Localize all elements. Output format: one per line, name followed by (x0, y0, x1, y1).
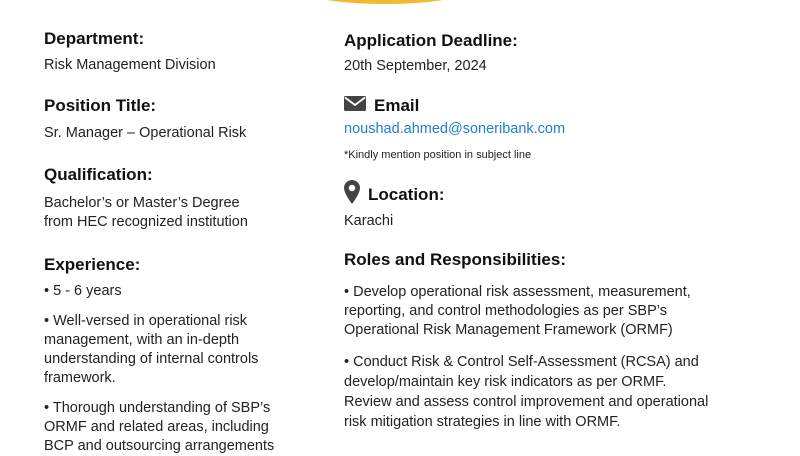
deadline-heading: Application Deadline: (344, 31, 518, 50)
roles-item-2-line-1: • Conduct Risk & Control Self-Assessment (RCSA) and (344, 354, 699, 370)
position-title-heading: Position Title: (44, 96, 157, 115)
experience-item-3-line-2: ORMF and related areas, including (44, 419, 269, 435)
location-heading-row (344, 180, 445, 209)
map-pin-icon (344, 180, 360, 209)
roles-item-2-line-3: Review and assess control improvement and operational (344, 394, 709, 410)
roles-item-1-line-2: reporting, and control methodologies as per SBP’s (344, 303, 667, 319)
roles-item-1-line-3: Operational Risk Management Framework (ORMF) (344, 322, 673, 338)
roles-item-1-line-1: • Develop operational risk assessment, measurement, (344, 284, 691, 300)
email-heading-row (344, 96, 419, 116)
experience-item-2-line-2: management, with an in-depth (44, 332, 240, 348)
experience-item-2-line-4: framework. (44, 370, 116, 386)
email-note: *Kindly mention position in subject line (344, 149, 532, 161)
top-accent-shape (310, 0, 460, 4)
roles-heading: Roles and Responsibilities: (344, 250, 566, 269)
experience-item-3-line-3: BCP and outsourcing arrangements (44, 438, 275, 454)
department-value: Risk Management Division (44, 57, 216, 73)
envelope-icon (344, 96, 366, 116)
location-heading: Location: (368, 184, 445, 204)
roles-item-2-line-4: risk mitigation strategies in line with ORMF. (344, 414, 621, 430)
experience-item-1: • 5 - 6 years (44, 283, 122, 299)
department-heading: Department: (44, 29, 145, 48)
qualification-line-1: Bachelor’s or Master’s Degree (44, 195, 240, 211)
experience-heading: Experience: (44, 255, 141, 274)
experience-item-2-line-1: • Well-versed in operational risk (44, 313, 248, 329)
deadline-value: 20th September, 2024 (344, 58, 487, 74)
qualification-line-2: from HEC recognized institution (44, 214, 248, 230)
experience-item-3-line-1: • Thorough understanding of SBP’s (44, 400, 271, 416)
location-value: Karachi (344, 213, 394, 229)
experience-item-2-line-3: understanding of internal controls (44, 351, 259, 367)
qualification-heading: Qualification: (44, 165, 153, 184)
email-heading: Email (374, 96, 420, 115)
roles-item-2-line-2: develop/maintain key risk indicators as per ORMF. (344, 374, 667, 390)
email-link[interactable]: noushad.ahmed@soneribank.com (344, 121, 566, 137)
position-title-value: Sr. Manager – Operational Risk (44, 125, 247, 141)
